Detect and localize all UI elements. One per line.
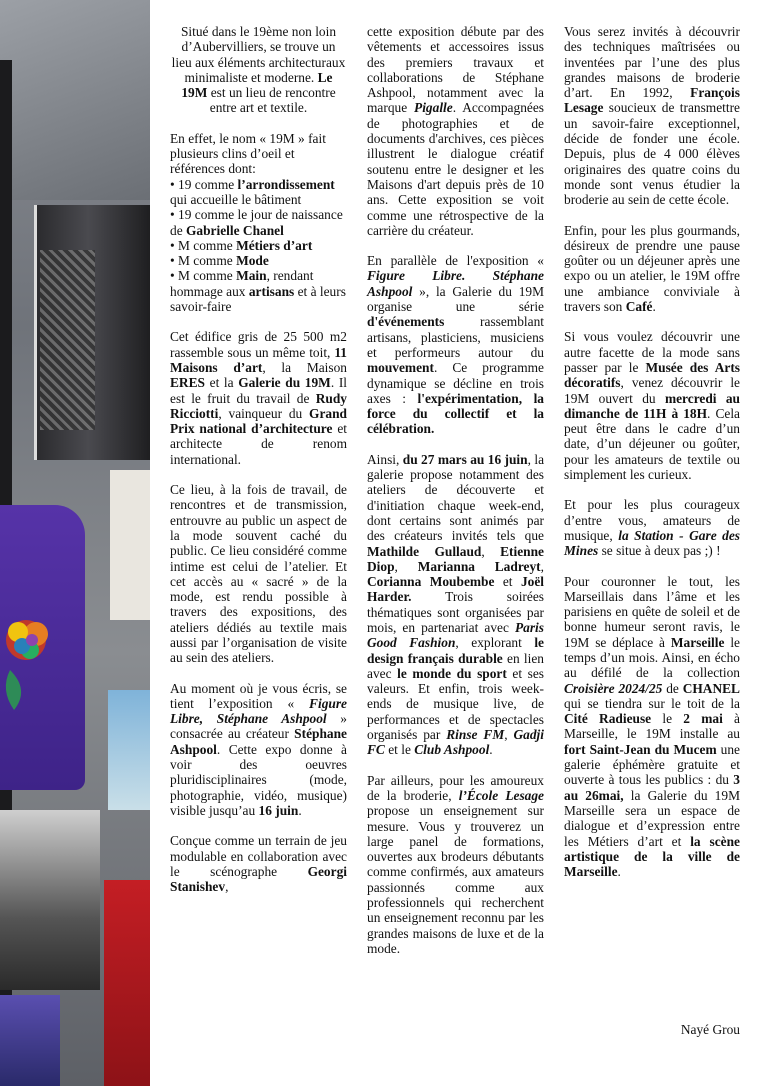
nom-item-3-bold: Métiers d’art — [236, 237, 313, 253]
par-b3: l'expérimentation, la force du collectif et la célébration. — [367, 390, 544, 437]
edifice-t6: et architecte de renom international. — [170, 421, 347, 467]
broderie-paragraph — [367, 773, 544, 957]
photo-collage — [0, 0, 150, 1086]
ainsi-b21: Gadji FC — [367, 727, 544, 758]
ainsi-b9: Corianna Moubembe — [367, 574, 495, 590]
concue-text: Conçue comme un terrain de jeu modulable en collaboration avec le scénographe — [170, 833, 347, 879]
photo-red-poster — [104, 880, 150, 1086]
mus-b2: mercredi au dimanche de 11H à 18H — [564, 390, 740, 421]
mar-t16: . — [617, 864, 621, 880]
suite-brand: Pigalle — [414, 100, 453, 116]
column-3 — [564, 24, 740, 894]
nom-item-1-end: qui accueille le bâtiment — [170, 191, 302, 207]
ainsi-b1: du 27 mars au 16 juin — [402, 451, 528, 467]
mar-t10: à Marseille, le 19M installe au — [564, 711, 740, 742]
expo-date: 16 juin — [258, 802, 299, 818]
rose-petal-purple — [26, 634, 38, 646]
ainsi-t14: , explorant — [455, 635, 535, 651]
ainsi-b19: Rinse FM — [446, 727, 505, 743]
mus-b1: Musée des Arts décoratifs — [564, 359, 740, 391]
expo-paragraph — [170, 681, 347, 819]
mar-t12: une galerie éphémère gratuite et ouverte à tous les publics : du — [564, 741, 740, 788]
sta-name: la Station - Gare des Mines — [564, 527, 740, 559]
ainsi-t20: , — [504, 727, 514, 743]
nom-item-5-end: et à leurs savoir-faire — [170, 283, 346, 315]
mus-t3: . Cela peut être dans le cadre d’un date, d’un déjeuner ou goûter, pour les amateurs de textile ou simplement les curieux. — [564, 405, 741, 483]
photo-mannequin-mesh — [40, 250, 95, 430]
par-b1: d'événements — [367, 314, 445, 330]
suite-text: cette exposition débute par des vêtements et accessoires issus des premiers travaux et collaborations de Stéphane Ashpool, notamment avec la marque — [367, 24, 544, 116]
ainsi-t12: Trois soirées thématiques sont organisées par mois, en partenariat avec — [367, 589, 544, 635]
intro-text-end: est un lieu de rencontre entre art et textile. — [207, 85, 336, 116]
expo-t2: » consacrée au créateur — [170, 711, 348, 742]
suite-end: . Accompagnées de photographies et de documents d'archives, ces pièces illustrent le dialogue créatif soutenu entre le designer et les Maisons d'art depuis près de 10 ans. Cette exposition se voit comme une rétrospective de la carrière du créateur. — [367, 100, 544, 238]
techniques-paragraph — [564, 24, 740, 208]
photo-sky-panel — [108, 690, 150, 810]
photo-bottom-panel — [0, 995, 60, 1086]
edifice-paragraph — [170, 329, 347, 467]
mus-t1: Si vous voulez découvrir une autre facette de la mode sans passer par le — [564, 329, 740, 375]
mar-t6: qui se tiendra sur le toit de la — [564, 695, 740, 711]
mar-t2: le temps d’un mois. Ainsi, en écho au défilé de la collection — [564, 634, 741, 681]
mar-b7: Cité Radieuse — [564, 711, 652, 727]
ainsi-b15: le design français durable — [367, 635, 544, 666]
mar-b11: fort Saint-Jean du Mucem — [564, 741, 717, 757]
mar-b1: Marseille — [670, 634, 725, 650]
edifice-b3: Galerie du 19M — [238, 375, 331, 391]
brod-ecole: l’École Lesage — [458, 787, 544, 803]
nom-item-1-bold: l’arrondissement — [237, 176, 335, 192]
column-1 — [170, 24, 347, 909]
photo-panel-top — [0, 0, 150, 200]
marseille-paragraph — [564, 574, 740, 880]
ainsi-t16: en lien avec — [367, 650, 544, 681]
edifice-b5: Grand Prix national d’architecture — [170, 405, 347, 437]
edifice-t4: . Il est le fruit du travail de — [170, 375, 347, 406]
par-title: Figure Libre. Stéphane Ashpool — [367, 268, 544, 299]
musee-paragraph — [564, 329, 740, 482]
brod-t1: Par ailleurs, pour les amoureux de la broderie, — [367, 772, 544, 803]
ainsi-t6: , — [394, 558, 418, 574]
intro-paragraph — [170, 24, 347, 116]
mar-b3: Croisière 2024/25 — [564, 680, 663, 696]
ainsi-b23: Club Ashpool — [414, 742, 490, 758]
ainsi-b3: Mathilde Gullaud — [367, 543, 482, 559]
gourmands-paragraph — [564, 223, 740, 315]
edifice-text: Cet édifice gris de 25 500 m2 rassemble sous un même toit, — [170, 329, 347, 360]
lieu-paragraph: Ce lieu, à la fois de travail, de rencontres et de transmission, entrouvre au public un aspect de la mode souvent caché du public. Ce lieu considéré comme intime est celui de l’atelier. Et cet accès au « sacré » de la mode, est rendu possible à travers des expositions, des ateliers dédiés au textile mais aussi par l’organisation de visite au sein des ateliers. — [170, 482, 347, 666]
gour-t1: Enfin, pour les plus gourmands, désireux de prendre une pause goûter ou un déjeuner après une expo ou un atelier, le 19M offre une ambiance conviviale à travers son — [564, 222, 740, 315]
expo-t3: . Cette expo donne à voir des oeuvres pluridisciplinaires (mode, photographie, vidéo, musique) visible jusqu’au — [170, 741, 347, 818]
nom-item-5-mid: , rendant hommage aux — [170, 268, 314, 299]
nom-item-3: • M comme — [170, 237, 237, 253]
expo-text: Au moment où je vous écris, se tient l’exposition « — [170, 680, 347, 711]
mus-t2: , venez découvrir le 19M ouvert du — [564, 375, 740, 406]
ainsi-t24: . — [489, 742, 493, 758]
ainsi-t22: et le — [384, 742, 415, 758]
par-t2: », la Galerie du 19M organise une série — [367, 283, 544, 315]
nom-paragraph — [170, 131, 347, 315]
par-t1: En parallèle de l'exposition « — [367, 253, 544, 269]
ainsi-t2: , la galerie propose notamment des ateliers de découverte et d'initiation chaque week-end, dont certains sont animés par des créateurs invités tels que — [367, 451, 545, 544]
nom-item-5-bold2: artisans — [248, 283, 295, 299]
mar-b13: 3 au 26mai, — [564, 772, 740, 803]
concue-paragraph — [170, 833, 347, 894]
ainsi-b13: Paris Good Fashion — [367, 619, 544, 651]
sta-t2: se situe à deux pas ;) ! — [598, 543, 721, 559]
rose-leaf — [6, 670, 21, 710]
photo-white-panel — [110, 470, 150, 620]
expo-title: Figure Libre, Stéphane Ashpool — [170, 695, 347, 727]
expo-designer: Stéphane Ashpool — [170, 726, 347, 757]
ainsi-b17: le monde du sport — [397, 665, 507, 681]
nom-item-4-bold: Mode — [236, 253, 269, 269]
mar-t14: la Galerie du 19M Marseille sera un espace de dialogue et d’expression entre les Métiers d’art et — [564, 787, 740, 849]
ainsi-b5: Etienne Diop — [367, 543, 544, 574]
concue-end: , — [225, 879, 229, 895]
ainsi-t8: , — [540, 558, 544, 574]
nom-item-4: • M comme — [170, 253, 237, 269]
ainsi-b7: Marianna Ladreyt — [417, 558, 541, 574]
ainsi-t0: Ainsi, — [367, 451, 403, 467]
author-signature: Nayé Grou — [680, 1022, 740, 1037]
edifice-t5: , vainqueur du — [218, 405, 310, 421]
nom-item-5: • M comme — [170, 268, 237, 284]
edifice-b2: ERES — [170, 375, 205, 391]
photo-musician — [0, 810, 100, 990]
ainsi-t18: et ses valeurs. Et enfin, trois week-ends de musique live, de performances et de spectacles organisés par — [367, 665, 545, 743]
suite-paragraph — [367, 24, 544, 238]
concue-name: Georgi Stanishev — [170, 863, 347, 895]
sta-t1: Et pour les plus courageux d’entre vous, amateurs de musique, — [564, 497, 740, 543]
brod-t2: propose un enseignement sur mesure. Vous y trouverez un large panel de formations, ouvertes aux brodeurs débutants comme confirmés, aux amateurs passionnés comme aux professionnels qui recherchent un enseignement reconnu par les grandes maisons de luxe et de la mode. — [367, 803, 544, 956]
par-t3: rassemblant artisans, plasticiens, musiciens et performeurs autour du — [367, 314, 544, 360]
par-t4: . Ce programme dynamique se décline en trois axes : — [367, 360, 544, 406]
nom-item-5-bold: Main — [236, 268, 267, 284]
station-paragraph — [564, 497, 740, 558]
ainsi-b11: Joël Harder. — [367, 574, 544, 605]
parallele-paragraph — [367, 253, 544, 437]
rose-icon — [0, 610, 60, 720]
tech-t2: soucieux de transmettre un savoir-faire exceptionnel, décide de fonder une école. Depuis, plus de 4 000 élèves originaires des quatre coins du monde sont venus étudier la broderie au sein de cette école. — [564, 100, 740, 208]
intro-name: Le 19M — [181, 69, 333, 101]
nom-item-2: • 19 comme le jour de naissance de — [170, 207, 343, 238]
mar-b5: CHANEL — [682, 680, 740, 696]
edifice-b1: 11 Maisons d’art — [170, 344, 347, 375]
nom-item-1: • 19 comme — [170, 176, 238, 192]
mar-b9: 2 mai — [683, 711, 723, 727]
mar-t8: le — [651, 711, 684, 727]
tech-t1: Vous serez invités à découvrir des techniques maîtrisées ou inventées par l’une des plus grandes maisons de broderie d’art. En 1992, — [564, 24, 740, 101]
ainsi-paragraph — [367, 452, 544, 758]
gour-t2: . — [652, 299, 656, 315]
tech-name: François Lesage — [564, 85, 740, 116]
mar-b15: la scène artistique de la ville de Marseille — [564, 833, 740, 880]
nom-item-2-bold: Gabrielle Chanel — [186, 222, 284, 238]
nom-lead: En effet, le nom « 19M » fait plusieurs clins d’oeil et références dont: — [170, 130, 326, 177]
intro-text: Situé dans le 19ème non loin d’Aubervilliers, se trouve un lieu aux éléments architecturaux minimaliste et moderne. — [171, 24, 346, 85]
edifice-t3: et la — [204, 375, 239, 391]
expo-t4: . — [298, 802, 302, 818]
edifice-t2: , la Maison — [262, 359, 347, 375]
ainsi-t10: et — [494, 574, 521, 590]
mar-t0: Pour couronner le tout, les Marseillais dans l’âme et les parisiens en quête de soleil et de bonne humeur seront ravis, le 19M se déplace à — [564, 573, 740, 650]
edifice-b4: Rudy Ricciotti — [170, 390, 347, 421]
par-b2: mouvement — [367, 360, 434, 376]
ainsi-t4: , — [481, 543, 501, 559]
mar-t4: de — [662, 680, 683, 696]
column-2 — [367, 24, 544, 971]
gour-cafe: Café — [625, 299, 653, 315]
